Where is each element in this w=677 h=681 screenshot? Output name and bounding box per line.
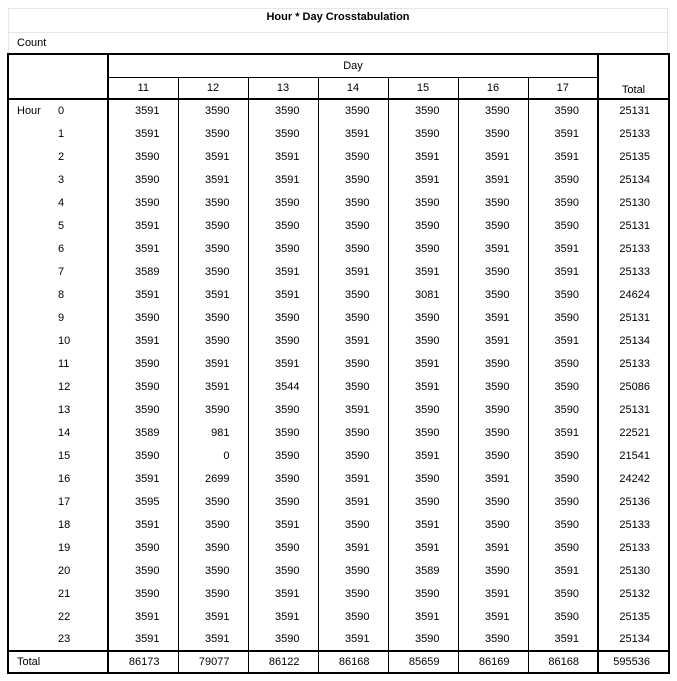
crosstab-table xyxy=(7,53,670,674)
count-cell: 3591 xyxy=(554,242,580,255)
count-cell: 3590 xyxy=(318,513,388,536)
count-cell: 3590 xyxy=(178,237,248,260)
count-cell: 3590 xyxy=(108,444,178,467)
row-group-spacer xyxy=(8,260,58,283)
count-cell: 3591 xyxy=(458,467,528,490)
count-cell: 3591 xyxy=(178,628,248,651)
count-cell: 3591 xyxy=(108,329,178,352)
count-cell: 3590 xyxy=(248,559,318,582)
row-group-spacer xyxy=(8,168,58,191)
count-cell: 3590 xyxy=(554,587,580,600)
table-row xyxy=(8,352,669,375)
count-cell: 3590 xyxy=(108,352,178,375)
table-row xyxy=(8,605,669,628)
count-cell: 3081 xyxy=(388,283,458,306)
row-total-cell: 25134 xyxy=(598,329,669,352)
count-cell: 3590 xyxy=(108,191,178,214)
row-total-cell: 25134 xyxy=(598,168,669,191)
row-total-cell: 22521 xyxy=(598,421,669,444)
count-cell: 3591 xyxy=(318,628,388,651)
count-cell: 3544 xyxy=(248,375,318,398)
row-total-cell: 25133 xyxy=(598,536,669,559)
row-total-cell: 25133 xyxy=(598,237,669,260)
table-row xyxy=(8,467,669,490)
count-cell: 3590 xyxy=(248,99,318,122)
count-cell: 3591 xyxy=(178,283,248,306)
count-cell: 2699 xyxy=(178,467,248,490)
hour-label: 13 xyxy=(58,398,108,421)
row-group-spacer xyxy=(8,490,58,513)
hour-label: 9 xyxy=(58,306,108,329)
row-total-cell: 25135 xyxy=(598,605,669,628)
count-cell: 3590 xyxy=(108,306,178,329)
count-cell: 3591 xyxy=(458,582,528,605)
count-cell: 3590 xyxy=(318,283,388,306)
count-cell: 3590 xyxy=(248,237,318,260)
count-cell: 3591 xyxy=(248,605,318,628)
count-cell: 3591 xyxy=(554,334,580,347)
hour-label: 3 xyxy=(58,168,108,191)
count-cell: 3590 xyxy=(388,398,458,421)
hour-label: 7 xyxy=(58,260,108,283)
day-header-row xyxy=(8,77,669,99)
day-header-15: 15 xyxy=(388,77,458,99)
count-cell: 3590 xyxy=(458,352,528,375)
hour-label: 15 xyxy=(58,444,108,467)
count-cell: 3590 xyxy=(318,421,388,444)
count-cell: 3590 xyxy=(178,306,248,329)
count-cell: 3590 xyxy=(318,582,388,605)
count-cell: 3591 xyxy=(458,536,528,559)
count-cell: 3591 xyxy=(388,352,458,375)
row-group-spacer xyxy=(8,467,58,490)
table-row xyxy=(8,306,669,329)
count-cell: 3590 xyxy=(388,490,458,513)
table-row xyxy=(8,237,669,260)
count-cell: 3590 xyxy=(554,518,580,531)
row-total-cell: 25130 xyxy=(598,191,669,214)
day-header-14: 14 xyxy=(318,77,388,99)
row-group-spacer xyxy=(8,421,58,444)
hour-label: 14 xyxy=(58,421,108,444)
day-group-header: Day xyxy=(108,54,598,77)
count-cell: 3591 xyxy=(318,329,388,352)
hour-label: 0 xyxy=(58,99,108,122)
count-cell: 3590 xyxy=(554,403,580,416)
count-cell: 3590 xyxy=(458,559,528,582)
count-cell: 3590 xyxy=(388,329,458,352)
count-cell: 3590 xyxy=(388,628,458,651)
count-cell: 3590 xyxy=(458,421,528,444)
count-cell: 3591 xyxy=(318,122,388,145)
column-total-cell: 86173 xyxy=(108,651,178,673)
column-total-cell: 79077 xyxy=(178,651,248,673)
count-cell: 3590 xyxy=(248,490,318,513)
count-cell: 3590 xyxy=(318,444,388,467)
row-group-spacer xyxy=(8,237,58,260)
table-row xyxy=(8,145,669,168)
statistic-label: Count xyxy=(8,32,668,54)
table-row xyxy=(8,191,669,214)
count-cell: 3590 xyxy=(554,173,580,186)
hour-label: 19 xyxy=(58,536,108,559)
total-column-header: Total xyxy=(598,54,669,99)
count-cell: 3591 xyxy=(178,375,248,398)
count-cell: 3590 xyxy=(554,288,580,301)
count-cell: 3591 xyxy=(458,329,528,352)
count-cell: 3590 xyxy=(458,398,528,421)
count-cell: 3590 xyxy=(318,352,388,375)
count-cell: 3591 xyxy=(388,145,458,168)
count-cell: 3590 xyxy=(554,472,580,485)
row-total-cell: 25134 xyxy=(598,628,669,651)
table-row xyxy=(8,536,669,559)
count-cell: 3591 xyxy=(248,168,318,191)
count-cell: 3591 xyxy=(554,150,580,163)
table-row xyxy=(8,214,669,237)
count-cell: 3591 xyxy=(458,306,528,329)
count-cell: 3590 xyxy=(108,582,178,605)
row-total-cell: 25131 xyxy=(598,306,669,329)
count-cell: 3590 xyxy=(318,375,388,398)
hour-label: 20 xyxy=(58,559,108,582)
count-cell: 3591 xyxy=(108,628,178,651)
count-cell: 3590 xyxy=(108,536,178,559)
count-cell: 3591 xyxy=(248,582,318,605)
count-cell: 3591 xyxy=(108,605,178,628)
hour-label: 22 xyxy=(58,605,108,628)
table-row xyxy=(8,168,669,191)
row-total-cell: 25131 xyxy=(598,398,669,421)
row-group-spacer xyxy=(8,582,58,605)
row-total-cell: 25136 xyxy=(598,490,669,513)
count-cell: 3591 xyxy=(388,444,458,467)
hour-label: 6 xyxy=(58,237,108,260)
count-cell: 3590 xyxy=(388,99,458,122)
day-header-11: 11 xyxy=(108,77,178,99)
count-cell: 3590 xyxy=(554,380,580,393)
row-total-cell: 25133 xyxy=(598,260,669,283)
row-group-spacer xyxy=(8,352,58,375)
table-row xyxy=(8,329,669,352)
row-group-spacer xyxy=(8,329,58,352)
count-cell: 3590 xyxy=(108,375,178,398)
hour-label: 18 xyxy=(58,513,108,536)
count-cell: 3591 xyxy=(108,214,178,237)
count-cell: 3590 xyxy=(318,559,388,582)
row-group-label: Hour xyxy=(8,99,58,122)
count-cell: 3591 xyxy=(318,490,388,513)
row-total-cell: 25131 xyxy=(598,99,669,122)
count-cell: 3591 xyxy=(108,99,178,122)
hour-label: 1 xyxy=(58,122,108,145)
count-cell: 3591 xyxy=(318,467,388,490)
count-cell: 3590 xyxy=(318,145,388,168)
row-total-cell: 25133 xyxy=(598,352,669,375)
count-cell: 3590 xyxy=(318,168,388,191)
count-cell: 3589 xyxy=(108,421,178,444)
table-row xyxy=(8,260,669,283)
count-cell: 3590 xyxy=(248,398,318,421)
row-total-cell: 25133 xyxy=(598,513,669,536)
count-cell: 3589 xyxy=(108,260,178,283)
count-cell: 3590 xyxy=(458,375,528,398)
count-cell: 3591 xyxy=(388,513,458,536)
count-cell: 3590 xyxy=(178,536,248,559)
count-cell: 3591 xyxy=(108,513,178,536)
hour-label: 17 xyxy=(58,490,108,513)
count-cell: 3590 xyxy=(458,444,528,467)
table-row xyxy=(8,375,669,398)
count-cell: 3591 xyxy=(108,122,178,145)
table-row xyxy=(8,582,669,605)
count-cell: 3591 xyxy=(108,467,178,490)
count-cell: 3590 xyxy=(388,122,458,145)
count-cell: 3590 xyxy=(388,582,458,605)
count-cell: 3590 xyxy=(458,122,528,145)
table-row xyxy=(8,99,669,122)
count-cell: 3591 xyxy=(178,352,248,375)
count-cell: 3590 xyxy=(458,490,528,513)
count-cell: 3591 xyxy=(528,628,598,651)
day-header-17: 17 xyxy=(528,77,598,99)
row-group-spacer xyxy=(8,559,58,582)
day-header-12: 12 xyxy=(178,77,248,99)
count-cell: 3590 xyxy=(248,467,318,490)
count-cell: 3590 xyxy=(248,628,318,651)
hour-label: 8 xyxy=(58,283,108,306)
count-cell: 3590 xyxy=(178,99,248,122)
count-cell: 3590 xyxy=(554,495,580,508)
count-cell: 3591 xyxy=(318,398,388,421)
count-cell: 3591 xyxy=(248,145,318,168)
count-cell: 3589 xyxy=(388,559,458,582)
count-cell: 3590 xyxy=(554,541,580,554)
row-total-cell: 25130 xyxy=(598,559,669,582)
row-group-spacer xyxy=(8,306,58,329)
row-group-spacer xyxy=(8,398,58,421)
count-cell: 3590 xyxy=(248,536,318,559)
count-cell: 3590 xyxy=(554,357,580,370)
count-cell: 3590 xyxy=(108,559,178,582)
count-cell: 3591 xyxy=(458,145,528,168)
corner-cell xyxy=(8,54,108,99)
table-row xyxy=(8,513,669,536)
count-cell: 3590 xyxy=(108,398,178,421)
count-cell: 3591 xyxy=(178,168,248,191)
count-cell: 3590 xyxy=(388,306,458,329)
count-cell: 3590 xyxy=(388,421,458,444)
count-cell: 3591 xyxy=(318,260,388,283)
count-cell: 3591 xyxy=(178,145,248,168)
row-group-spacer xyxy=(8,536,58,559)
count-cell: 3591 xyxy=(458,237,528,260)
count-cell: 3590 xyxy=(554,610,580,623)
hour-label: 16 xyxy=(58,467,108,490)
count-cell: 3590 xyxy=(178,122,248,145)
count-cell: 3590 xyxy=(178,260,248,283)
count-cell: 3591 xyxy=(388,375,458,398)
table-row xyxy=(8,628,669,651)
count-cell: 3590 xyxy=(318,306,388,329)
table-row xyxy=(8,490,669,513)
row-group-spacer xyxy=(8,122,58,145)
count-cell: 3590 xyxy=(388,191,458,214)
column-total-cell: 86168 xyxy=(318,651,388,673)
count-cell: 3590 xyxy=(554,449,580,462)
count-cell: 3590 xyxy=(458,513,528,536)
column-total-cell: 85659 xyxy=(388,651,458,673)
count-cell: 3591 xyxy=(248,352,318,375)
row-group-spacer xyxy=(8,628,58,651)
row-total-cell: 24242 xyxy=(598,467,669,490)
hour-label: 23 xyxy=(58,628,108,651)
row-group-spacer xyxy=(8,191,58,214)
count-cell: 3590 xyxy=(248,444,318,467)
table-row xyxy=(8,283,669,306)
grand-total-cell: 595536 xyxy=(598,651,669,673)
count-cell: 3590 xyxy=(178,490,248,513)
count-cell: 3590 xyxy=(458,191,528,214)
count-cell: 3591 xyxy=(388,260,458,283)
count-cell: 3590 xyxy=(248,421,318,444)
count-cell: 0 xyxy=(178,444,248,467)
total-row xyxy=(8,651,669,673)
count-cell: 3590 xyxy=(318,191,388,214)
count-cell: 3591 xyxy=(554,426,580,439)
hour-label: 10 xyxy=(58,329,108,352)
table-row xyxy=(8,122,669,145)
count-cell: 3591 xyxy=(318,536,388,559)
count-cell: 3590 xyxy=(554,311,580,324)
column-total-cell: 86122 xyxy=(248,651,318,673)
hour-label: 11 xyxy=(58,352,108,375)
count-cell: 3591 xyxy=(388,536,458,559)
row-group-spacer xyxy=(8,375,58,398)
count-cell: 3591 xyxy=(388,168,458,191)
count-cell: 3591 xyxy=(248,283,318,306)
hour-label: 21 xyxy=(58,582,108,605)
count-cell: 3595 xyxy=(108,490,178,513)
row-group-spacer xyxy=(8,283,58,306)
count-cell: 3591 xyxy=(458,168,528,191)
count-cell: 3591 xyxy=(108,237,178,260)
count-cell: 3591 xyxy=(248,260,318,283)
row-group-spacer xyxy=(8,145,58,168)
count-cell: 3591 xyxy=(108,283,178,306)
table-row xyxy=(8,398,669,421)
count-cell: 3590 xyxy=(108,145,178,168)
row-group-spacer xyxy=(8,513,58,536)
row-group-spacer xyxy=(8,605,58,628)
row-total-cell: 25131 xyxy=(598,214,669,237)
count-cell: 3590 xyxy=(318,99,388,122)
count-cell: 3590 xyxy=(554,219,580,232)
day-header-16: 16 xyxy=(458,77,528,99)
row-group-spacer xyxy=(8,214,58,237)
count-cell: 3590 xyxy=(248,329,318,352)
count-cell: 3590 xyxy=(248,214,318,237)
row-total-cell: 21541 xyxy=(598,444,669,467)
total-row-label: Total xyxy=(8,651,108,673)
row-total-cell: 25132 xyxy=(598,582,669,605)
row-group-spacer xyxy=(8,444,58,467)
count-cell: 3590 xyxy=(388,214,458,237)
count-cell: 3590 xyxy=(388,237,458,260)
table-row xyxy=(8,559,669,582)
table-title: Hour * Day Crosstabulation xyxy=(8,8,668,32)
count-cell: 3590 xyxy=(458,628,528,651)
column-total-cell: 86168 xyxy=(528,651,598,673)
count-cell: 3590 xyxy=(554,105,580,117)
count-cell: 3591 xyxy=(178,605,248,628)
count-cell: 3590 xyxy=(458,283,528,306)
count-cell: 3590 xyxy=(178,191,248,214)
column-total-cell: 86169 xyxy=(458,651,528,673)
count-cell: 3590 xyxy=(178,214,248,237)
count-cell: 3590 xyxy=(554,196,580,209)
count-cell: 3590 xyxy=(248,191,318,214)
count-cell: 3590 xyxy=(318,605,388,628)
count-cell: 3591 xyxy=(554,564,580,577)
count-cell: 3590 xyxy=(458,99,528,122)
count-cell: 3590 xyxy=(178,513,248,536)
row-total-cell: 25135 xyxy=(598,145,669,168)
count-cell: 3590 xyxy=(318,237,388,260)
hour-label: 4 xyxy=(58,191,108,214)
hour-label: 5 xyxy=(58,214,108,237)
count-cell: 3590 xyxy=(458,260,528,283)
count-cell: 981 xyxy=(178,421,248,444)
count-cell: 3590 xyxy=(178,329,248,352)
row-total-cell: 25086 xyxy=(598,375,669,398)
count-cell: 3591 xyxy=(554,127,580,140)
count-cell: 3590 xyxy=(248,122,318,145)
hour-label: 2 xyxy=(58,145,108,168)
count-cell: 3590 xyxy=(108,168,178,191)
day-header-13: 13 xyxy=(248,77,318,99)
count-cell: 3591 xyxy=(554,265,580,278)
count-cell: 3590 xyxy=(388,467,458,490)
count-cell: 3590 xyxy=(178,582,248,605)
count-cell: 3591 xyxy=(458,605,528,628)
count-cell: 3590 xyxy=(178,559,248,582)
count-cell: 3591 xyxy=(388,605,458,628)
count-cell: 3591 xyxy=(248,513,318,536)
count-cell: 3590 xyxy=(178,398,248,421)
row-total-cell: 25133 xyxy=(598,122,669,145)
count-cell: 3590 xyxy=(318,214,388,237)
count-cell: 3590 xyxy=(248,306,318,329)
hour-label: 12 xyxy=(58,375,108,398)
count-cell: 3590 xyxy=(458,214,528,237)
table-row xyxy=(8,421,669,444)
table-row xyxy=(8,444,669,467)
row-total-cell: 24624 xyxy=(598,283,669,306)
